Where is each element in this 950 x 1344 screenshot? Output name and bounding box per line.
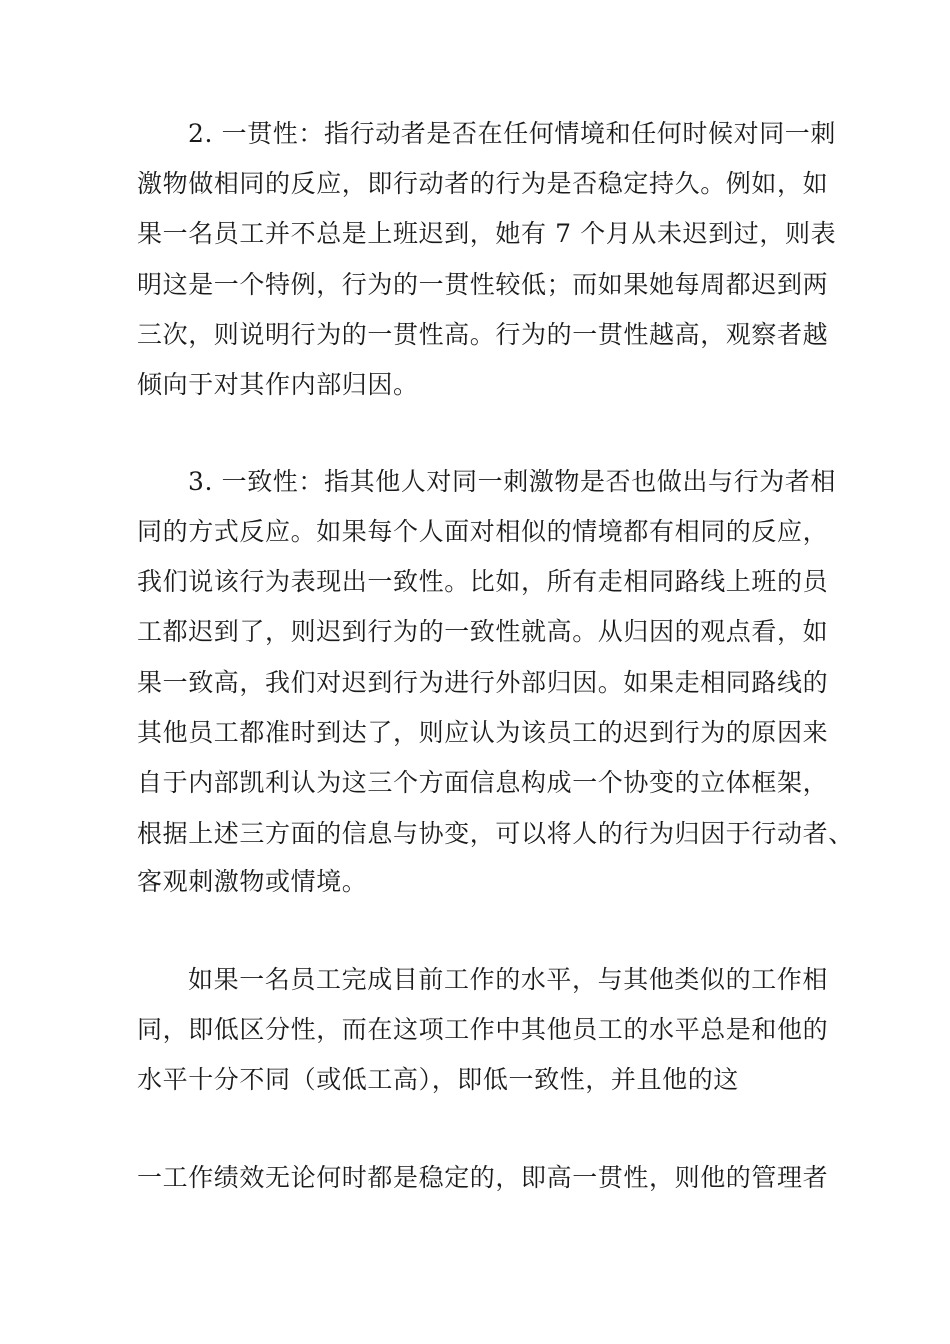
paragraph-2-line-5: 果一致高，我们对迟到行为进行外部归因。如果走相同路线的: [137, 668, 829, 697]
paragraph-2-line-2: 同的方式反应。如果每个人面对相似的情境都有相同的反应，: [137, 517, 829, 546]
paragraph-1-line-1: 2. 一贯性：指行动者是否在任何情境和任何时候对同一刺: [188, 119, 837, 148]
paragraph-3-line-3: 水平十分不同（或低工高），即低一致性，并且他的这: [137, 1065, 739, 1094]
paragraph-4-line-1: 一工作绩效无论何时都是稳定的，即高一贯性，则他的管理者: [137, 1163, 829, 1192]
paragraph-2-line-7: 自于内部凯利认为这三个方面信息构成一个协变的立体框架，: [137, 768, 829, 797]
paragraph-2-line-8: 根据上述三方面的信息与协变，可以将人的行为归因于行动者、: [137, 819, 854, 848]
paragraph-2-line-1: 3. 一致性：指其他人对同一刺激物是否也做出与行为者相: [188, 467, 837, 496]
paragraph-2-line-4: 工都迟到了，则迟到行为的一致性就高。从归因的观点看，如: [137, 617, 829, 646]
paragraph-2-line-9: 客观刺激物或情境。: [137, 867, 368, 896]
paragraph-1-line-4: 明这是一个特例，行为的一贯性较低；而如果她每周都迟到两: [137, 270, 829, 299]
paragraph-1-line-6: 倾向于对其作内部归因。: [137, 370, 419, 399]
paragraph-1-line-2: 激物做相同的反应，即行动者的行为是否稳定持久。例如，如: [137, 169, 829, 198]
paragraph-2-line-3: 我们说该行为表现出一致性。比如，所有走相同路线上班的员: [137, 567, 829, 596]
paragraph-3-line-1: 如果一名员工完成目前工作的水平，与其他类似的工作相: [188, 965, 829, 994]
paragraph-1-line-3: 果一名员工并不总是上班迟到，她有 7 个月从未迟到过，则表: [137, 219, 837, 248]
paragraph-1-line-5: 三次，则说明行为的一贯性高。行为的一贯性越高，观察者越: [137, 320, 829, 349]
paragraph-2-line-6: 其他员工都准时到达了，则应认为该员工的迟到行为的原因来: [137, 718, 829, 747]
paragraph-3-line-2: 同，即低区分性，而在这项工作中其他员工的水平总是和他的: [137, 1015, 829, 1044]
